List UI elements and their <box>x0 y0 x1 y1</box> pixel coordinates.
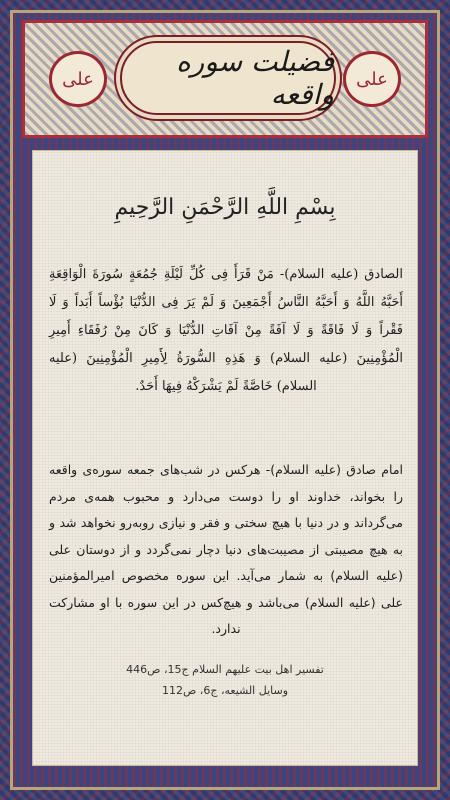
title-cartouche <box>120 41 336 115</box>
source-line-1: تفسیر اهل بیت علیهم السلام ج15، ص446 <box>126 663 324 676</box>
content-paper <box>32 150 418 766</box>
left-medallion: علی <box>49 51 107 107</box>
right-medallion: علی <box>343 51 401 107</box>
arabic-hadith: الصادق (علیه السلام)- مَنْ قَرَأَ فِی كُلِّ لَيْلَةِ جُمُعَةٍ سُورَةَ الْوَاقِعَةِ أَحَبَّهُ اللَّهُ وَ أَحَبَّهُ النَّاسُ أَجْمَعِينَ وَ لَمْ يَرَ فِی الدُّنْيَا بُؤْساً أَبَداً وَ لَا فَقْراً وَ لَا فَاقَةً وَ لَا آفَةً مِنْ آفَاتِ الدُّنْيَا وَ كَانَ مِنْ رُفَقَاءِ أَمِيرِ الْمُؤْمِنِينَ (علیه السلام) وَ هَذِهِ السُّورَةُ لِأَمِيرِ الْمُؤْمِنِينَ (علیه السلام) خَاصَّةً لَمْ يَشْرَكْهُ فِيهَا أَحَدٌ. <box>49 267 403 394</box>
page-title: فضیلت سوره واقعه <box>176 45 334 111</box>
header-panel <box>22 20 428 138</box>
bismillah-calligraphy: بِسْمِ اللَّهِ الرَّحْمَنِ الرَّحِيمِ <box>114 195 336 220</box>
source-line-2: وسایل الشیعه، ج6، ص112 <box>161 684 289 697</box>
persian-translation: امام صادق (علیه السلام)- هرکس در شب‌های جمعه سوره‌ی واقعه را بخواند، خداوند او را دوست می‌دارد و محبوب همه‌ی مردم می‌گرداند و در دنیا با هیچ سختی و فقر و نیازی روبه‌رو نخواهد شد و به هیچ مصیبتی از مصیبت‌های دنیا دچار نمی‌گردد و از دوستان علی (علیه السلام) به شمار می‌آید. این سوره مخصوص امیرالمؤمنین علی (علیه السلام) می‌باشد و هیچ‌کس در این سوره با او مشارکت ندارد. <box>49 462 403 636</box>
source-citation <box>33 659 417 701</box>
